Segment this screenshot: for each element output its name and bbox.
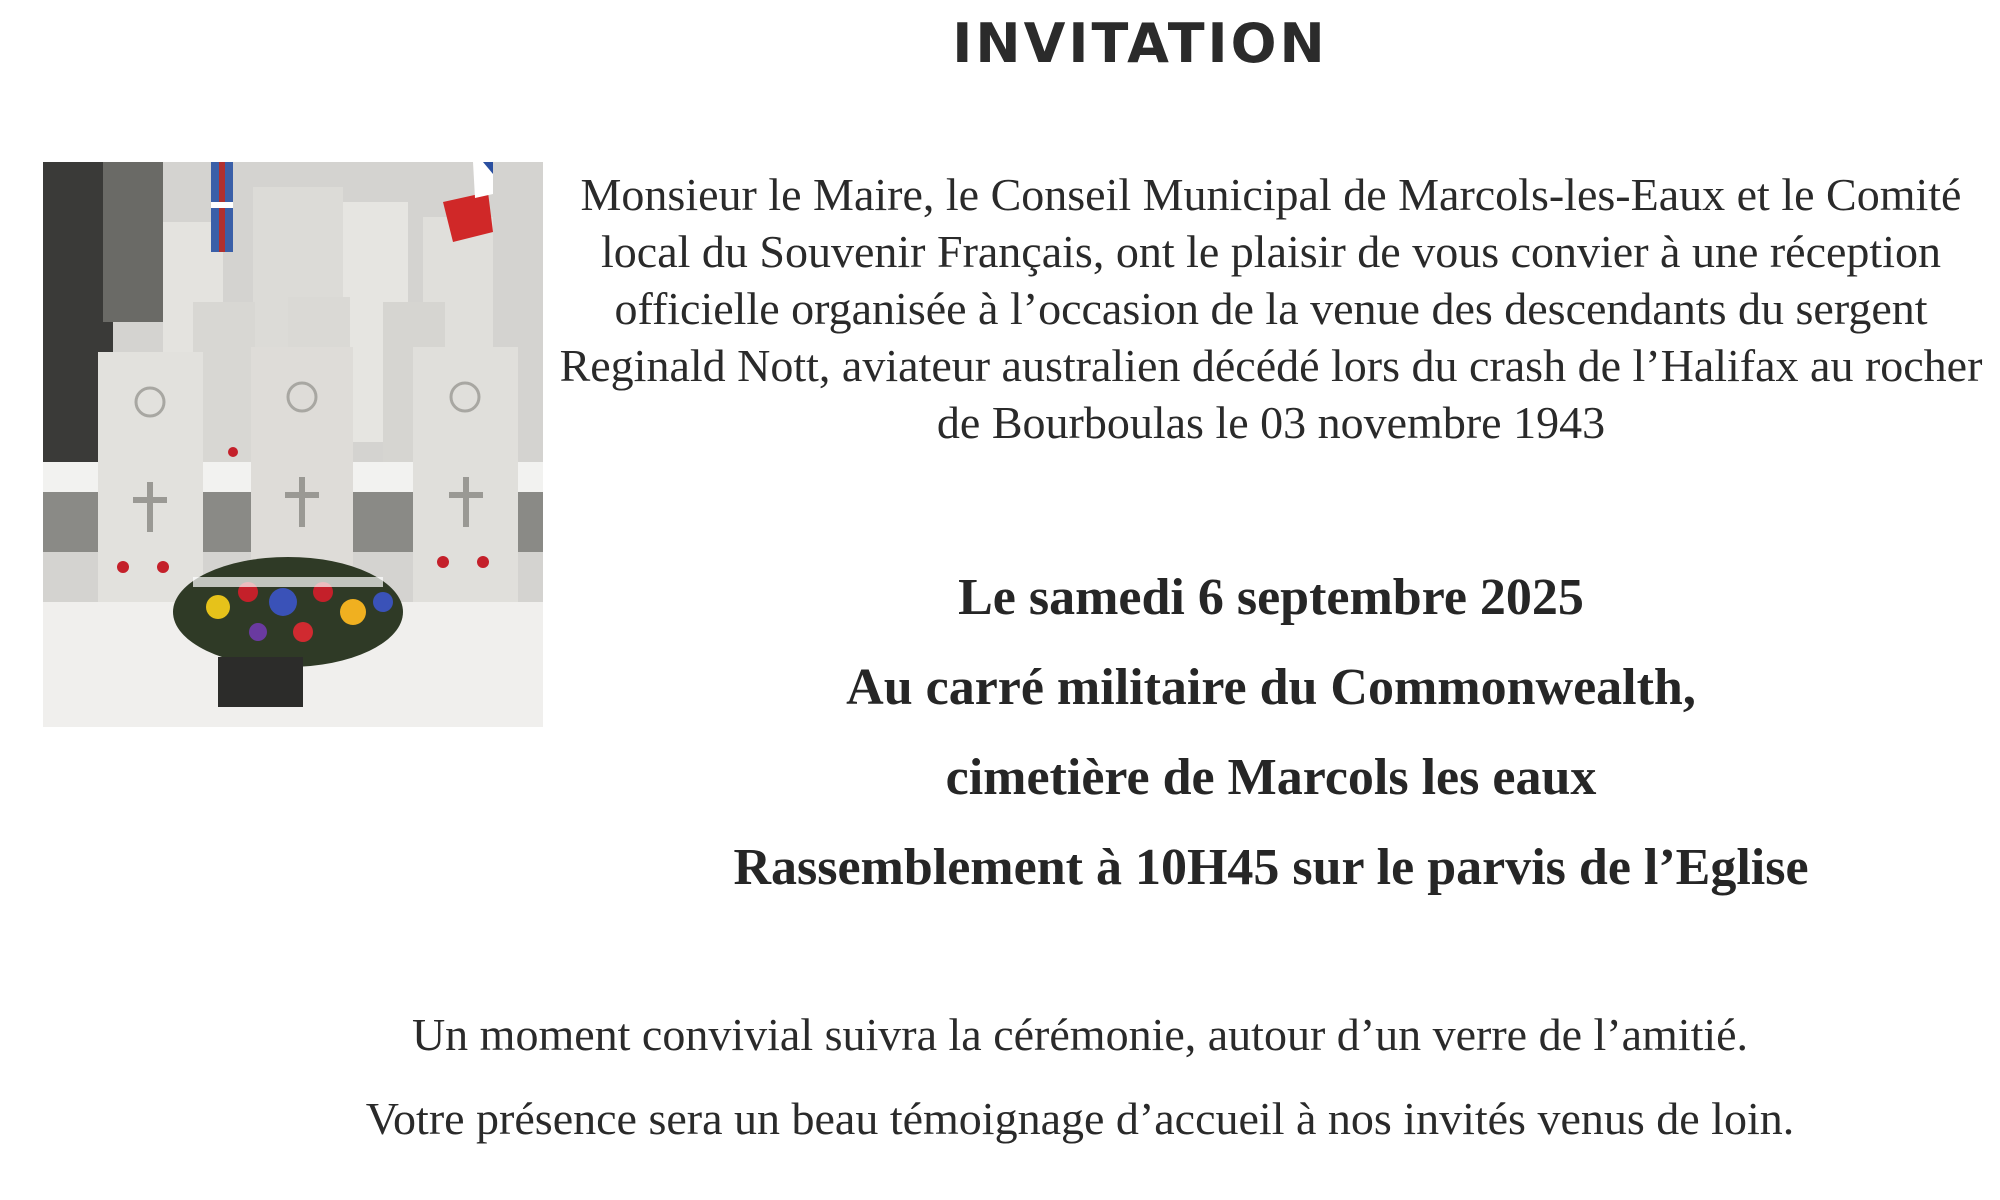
- invitation-title-wrap: [0, 12, 2000, 75]
- invitation-title: INVITATION: [952, 12, 1328, 75]
- event-location: Au carré militaire du Commonwealth,: [846, 659, 1696, 716]
- event-gathering: Rassemblement à 10H45 sur le parvis de l’Eglise: [733, 839, 1809, 896]
- event-date: Le samedi 6 septembre 2025: [958, 569, 1584, 626]
- invitation-intro-paragraph: Monsieur le Maire, le Conseil Municipal de Marcols-les-Eaux et le Comité local du Souvenir Français, ont le plaisir de vous convier à une réception officielle organisée à l’occasion de la venue des descendants du sergent Reginald Nott, aviateur australien décédé lors du crash de l’Halifax au rocher de Bourboulas le 03 novembre 1943: [559, 169, 1983, 448]
- war-graves-photo: [43, 162, 543, 727]
- event-cemetery: cimetière de Marcols les eaux: [945, 749, 1597, 806]
- closing-line-welcome: Votre présence sera un beau témoignage d’accueil à nos invités venus de loin.: [365, 1093, 1795, 1144]
- closing-line-reception: Un moment convivial suivra la cérémonie, autour d’un verre de l’amitié.: [411, 1009, 1749, 1060]
